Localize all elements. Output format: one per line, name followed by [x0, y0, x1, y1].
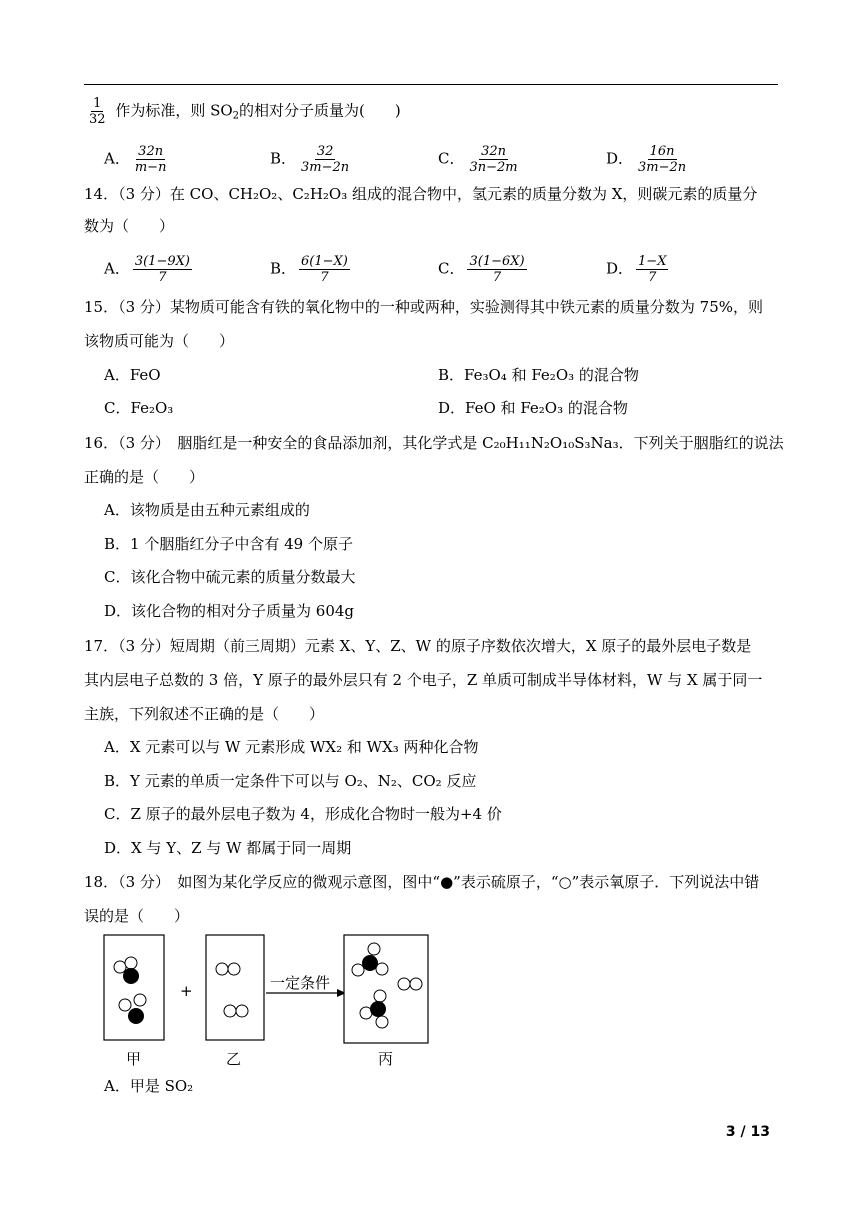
q16-option-a: A．该物质是由五种元素组成的 — [104, 501, 310, 519]
q14-option-d: D． $\frac{1-X}{7}$ — [606, 254, 667, 285]
q16-option-d: D．该化合物的相对分子质量为 604g — [104, 602, 355, 620]
page-number: 3 / 13 — [725, 1124, 770, 1140]
reaction-diagram — [100, 932, 440, 1072]
q14-option-c: C． $\frac{3(1-6X)}{7}$ — [438, 254, 525, 285]
q17-stem-line2: 其内层电子总数的 3 倍，Y 原子的最外层只有 2 个电子，Z 单质可制成半导体材料，W 与 X 属于同一 — [84, 671, 763, 689]
box-jia — [104, 935, 164, 1040]
q14-option-b: B． $\frac{6(1-X)}{7}$ — [270, 254, 348, 285]
q15-option-d: D．FeO 和 Fe₂O₃ 的混合物 — [438, 399, 628, 417]
arrow-condition-label: 一定条件 — [270, 974, 331, 992]
q17-option-a: A．X 元素可以与 W 元素形成 WX₂ 和 WX₃ 两种化合物 — [104, 738, 479, 756]
q16-stem-line2: 正确的是（ ） — [84, 468, 205, 486]
box-yi — [206, 935, 264, 1040]
q16-option-c: C．该化合物中硫元素的质量分数最大 — [104, 568, 356, 586]
q16-stem-line1: 16．（3 分） 胭脂红是一种安全的食品添加剂，其化学式是 C₂₀H₁₁N₂O₁₀S₃Na₃．下列关于胭脂红的说法 — [84, 434, 784, 452]
header-rule — [84, 84, 778, 85]
q14-stem-line1: 14．（3 分）在 CO、CH₂O₂、C₂H₂O₃ 组成的混合物中，氢元素的质量分数为 X，则碳元素的质量分 — [84, 185, 758, 203]
q13-option-d: D． $\frac{16n}{3m-2n}$ — [606, 144, 687, 175]
q15-option-a: A．FeO — [104, 366, 161, 384]
q17-stem-line1: 17．（3 分）短周期（前三周期）元素 X、Y、Z、W 的原子序数依次增大，X 原子的最外层电子数是 — [84, 637, 752, 655]
q18-option-a: A．甲是 SO₂ — [104, 1077, 194, 1095]
q18-stem-line1: 18．（3 分） 如图为某化学反应的微观示意图，图中“●”表示硫原子，“○”表示氧原子．下列说法中错 — [84, 873, 760, 891]
q13-option-c: C． $\frac{32n}{3n-2m}$ — [438, 144, 518, 175]
q14-option-a: A． $\frac{3(1-9X)}{7}$ — [104, 254, 190, 285]
q17-stem-line3: 主族，下列叙述不正确的是（ ） — [84, 705, 325, 723]
q17-option-c: C．Z 原子的最外层电子数为 4，形成化合物时一般为+4 价 — [104, 805, 502, 823]
label-bing: 丙 — [378, 1050, 394, 1068]
q17-option-d: D．X 与 Y、Z 与 W 都属于同一周期 — [104, 839, 352, 857]
q15-option-c: C．Fe₂O₃ — [104, 399, 174, 417]
q13-option-b: B． $\frac{32}{3m-2n}$ — [270, 144, 350, 175]
label-jia: 甲 — [126, 1050, 142, 1068]
q15-stem-line2: 该物质可能为（ ） — [84, 332, 235, 350]
q14-stem-line2: 数为（ ） — [84, 217, 175, 235]
plus-sign: + — [180, 982, 193, 1000]
q16-option-b: B．1 个胭脂红分子中含有 49 个原子 — [104, 535, 353, 553]
standard-fraction: $\frac{1}{32}$ — [89, 96, 106, 127]
q13-stem-tail: $\frac{1}{32}$ 作为标准，则 $SO_2$的相对分子质量为( ) — [89, 96, 401, 127]
q17-option-b: B．Y 元素的单质一定条件下可以与 O₂、N₂、CO₂ 反应 — [104, 772, 477, 790]
q18-stem-line2: 误的是（ ） — [84, 907, 190, 925]
q15-stem-line1: 15．（3 分）某物质可能含有铁的氧化物中的一种或两种，实验测得其中铁元素的质量分数为 75%，则 — [84, 298, 764, 316]
q13-option-a: A． $\frac{32n}{m-n}$ — [104, 144, 167, 175]
label-yi: 乙 — [226, 1050, 242, 1068]
q15-option-b: B．Fe₃O₄ 和 Fe₂O₃ 的混合物 — [438, 366, 639, 384]
